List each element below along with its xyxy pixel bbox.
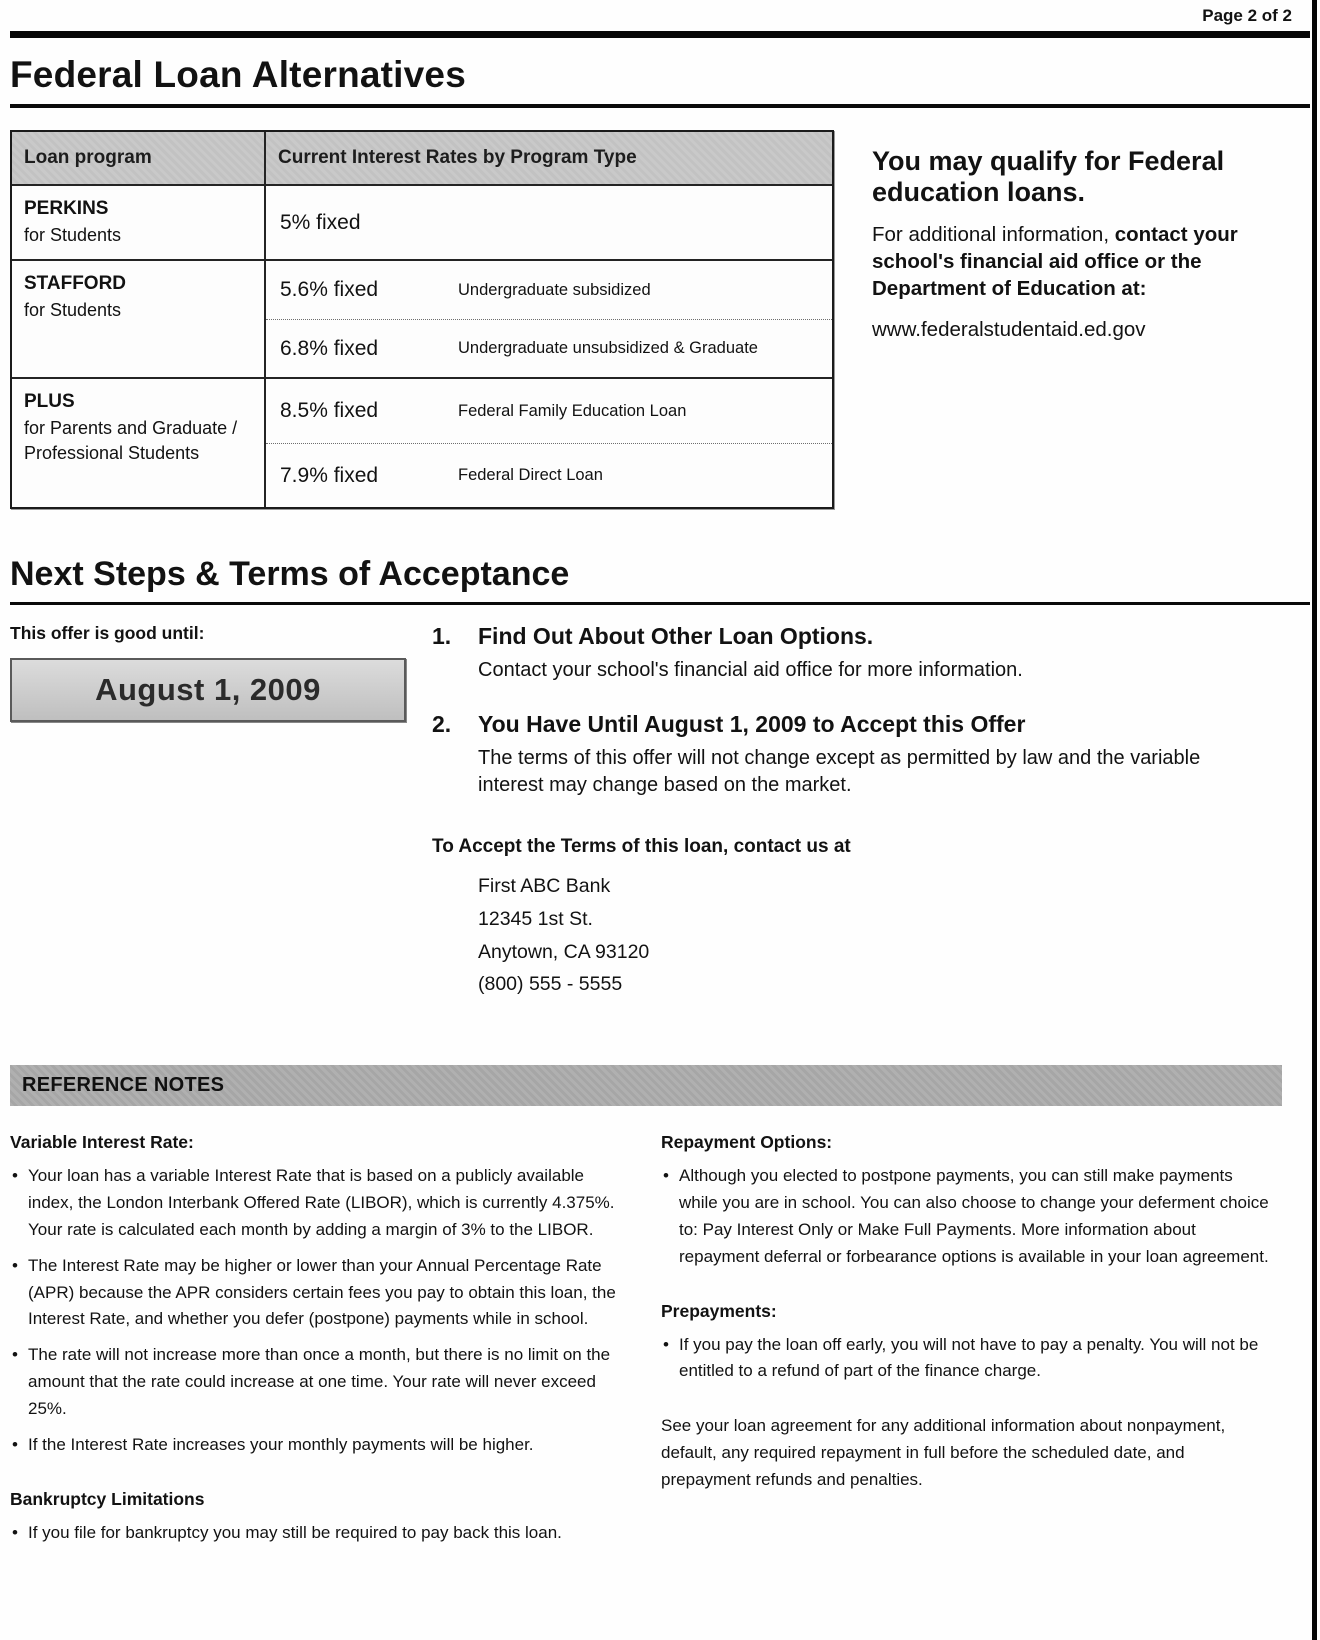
table-row-stafford xyxy=(12,261,832,379)
note-bullet: • Although you elected to postpone payments, you can still make payments while you are in school. You can also choose to change your deferment choice to: Pay Interest Only or Make Full Payments. More information about repayment deferral or forbearance options is available in your loan agreement. xyxy=(661,1163,1270,1270)
step-number: 1. xyxy=(432,623,452,650)
section-title-next-steps: Next Steps & Terms of Acceptance xyxy=(10,555,570,594)
section-title-federal-loan-alternatives: Federal Loan Alternatives xyxy=(10,54,466,95)
accept-terms-heading: To Accept the Terms of this loan, contact us at xyxy=(432,836,851,858)
table-row-perkins xyxy=(12,186,832,261)
note-bullet: • If you pay the loan off early, you will not have to pay a penalty. You will not be entitled to a refund of part of the finance charge. xyxy=(661,1332,1270,1386)
offer-expiry-date: August 1, 2009 xyxy=(95,672,321,708)
rate-program-type: Federal Family Education Loan xyxy=(458,401,687,420)
note-heading-repayment-options: Repayment Options: xyxy=(661,1132,833,1153)
rate-program-type: Undergraduate unsubsidized & Graduate xyxy=(458,339,758,358)
program-name: STAFFORD xyxy=(24,273,127,295)
step-body: Contact your school's financial aid office for more information. xyxy=(478,659,1023,682)
rates-cell-group xyxy=(266,379,832,507)
section-rule xyxy=(10,602,1310,605)
rate-value: 8.5% fixed xyxy=(280,399,379,423)
offer-expiry-date-box xyxy=(10,658,406,722)
rate-cell xyxy=(266,319,832,377)
rates-cell-group xyxy=(266,261,832,377)
program-name: PERKINS xyxy=(24,198,109,219)
contact-line-phone: (800) 555 - 5555 xyxy=(478,973,623,996)
step-number: 2. xyxy=(432,710,452,737)
loan-agreement-footer-note: See your loan agreement for any additional information about nonpayment, default, any required repayment in full before the scheduled date, and prepayment refunds and penalties. xyxy=(661,1416,1226,1489)
table-row-plus xyxy=(12,379,832,507)
steps-column xyxy=(432,621,1310,1001)
reference-notes-left-column xyxy=(10,1132,619,1555)
contact-address-block xyxy=(478,870,1310,1001)
program-subtitle: for Students xyxy=(24,225,122,245)
contact-line-bank-name: First ABC Bank xyxy=(478,875,611,898)
rate-cell xyxy=(266,261,832,319)
rate-cell xyxy=(266,443,832,507)
note-bullet: • The Interest Rate may be higher or lower than your Annual Percentage Rate (APR) because the APR considers certain fees you pay to obtain this loan, the Interest Rate, and whether you defer (postpone) payments while in school. xyxy=(10,1253,619,1334)
program-subtitle: for Parents and Graduate / Professional Students xyxy=(24,418,238,463)
note-bullet-list xyxy=(661,1332,1270,1386)
top-rule xyxy=(10,31,1310,38)
note-bullet-list xyxy=(10,1163,619,1459)
offer-column xyxy=(10,621,432,1001)
program-cell xyxy=(12,261,266,377)
program-name: PLUS xyxy=(24,391,75,413)
note-bullet: • If the Interest Rate increases your monthly payments will be higher. xyxy=(10,1432,619,1459)
program-cell xyxy=(12,379,266,507)
qualify-body xyxy=(872,221,1310,302)
table-header-row xyxy=(12,132,832,186)
loan-rates-table xyxy=(10,130,834,509)
program-cell xyxy=(12,186,266,259)
qualify-lead-bold: contact your school's financial aid office or the Department of Education at: xyxy=(872,222,1238,300)
note-bullet-list xyxy=(661,1163,1270,1270)
rate-value: 5% fixed xyxy=(280,210,361,234)
rate-value: 5.6% fixed xyxy=(280,278,379,302)
step-item-2 xyxy=(432,711,1310,800)
accept-terms-block xyxy=(432,836,1310,1001)
reference-notes-header-bar: REFERENCE NOTES xyxy=(10,1065,1282,1106)
loan-alternatives-section xyxy=(10,130,1310,509)
qualify-title: You may qualify for Federal education loans. xyxy=(872,146,1225,208)
note-heading-prepayments: Prepayments: xyxy=(661,1300,777,1321)
note-bullet: • Your loan has a variable Interest Rate that is based on a publicly available index, the London Interbank Offered Rate (LIBOR), which is currently 4.375%. Your rate is calculated each month by adding a margin of 3% to the LIBOR. xyxy=(10,1163,619,1244)
step-content xyxy=(478,711,1258,800)
step-item-1 xyxy=(432,623,1310,685)
step-body: The terms of this offer will not change except as permitted by law and the variable interest may change based on the market. xyxy=(478,746,1201,797)
step-heading: Find Out About Other Loan Options. xyxy=(478,623,874,650)
note-bullet-list xyxy=(10,1520,619,1547)
reference-notes-columns xyxy=(10,1132,1310,1555)
note-bullet: • If you file for bankruptcy you may still be required to pay back this loan. xyxy=(10,1520,619,1547)
rates-cell-group xyxy=(266,186,832,259)
page-number: Page 2 of 2 xyxy=(1202,6,1292,25)
rate-value: 7.9% fixed xyxy=(280,463,379,487)
rate-cell xyxy=(266,186,832,259)
federal-student-aid-url: www.federalstudentaid.ed.gov xyxy=(872,317,1146,341)
offer-good-until-label: This offer is good until: xyxy=(10,623,205,644)
column-header-interest-rates: Current Interest Rates by Program Type xyxy=(278,147,637,168)
note-bullet: • The rate will not increase more than once a month, but there is no limit on the amount that the rate could increase at one time. Your rate will never exceed 25%. xyxy=(10,1342,619,1423)
scan-edge-line xyxy=(1312,0,1317,1640)
title-rule xyxy=(10,104,1310,108)
rate-value: 6.8% fixed xyxy=(280,336,379,360)
step-heading: You Have Until August 1, 2009 to Accept this Offer xyxy=(478,710,1026,737)
contact-line-street: 12345 1st St. xyxy=(478,907,593,930)
qualify-lead-text: For additional information, xyxy=(872,222,1115,246)
contact-line-city: Anytown, CA 93120 xyxy=(478,940,650,963)
column-header-loan-program: Loan program xyxy=(12,132,266,184)
step-content xyxy=(478,623,1023,685)
note-heading-variable-interest-rate: Variable Interest Rate: xyxy=(10,1132,194,1153)
program-subtitle: for Students xyxy=(24,300,122,321)
note-heading-bankruptcy-limitations: Bankruptcy Limitations xyxy=(10,1488,205,1509)
rate-cell xyxy=(266,379,832,443)
next-steps-body xyxy=(10,621,1310,1001)
qualify-info-block xyxy=(872,130,1310,342)
rate-program-type: Federal Direct Loan xyxy=(458,466,603,485)
reference-notes-right-column xyxy=(661,1132,1270,1555)
rate-program-type: Undergraduate subsidized xyxy=(458,280,651,299)
